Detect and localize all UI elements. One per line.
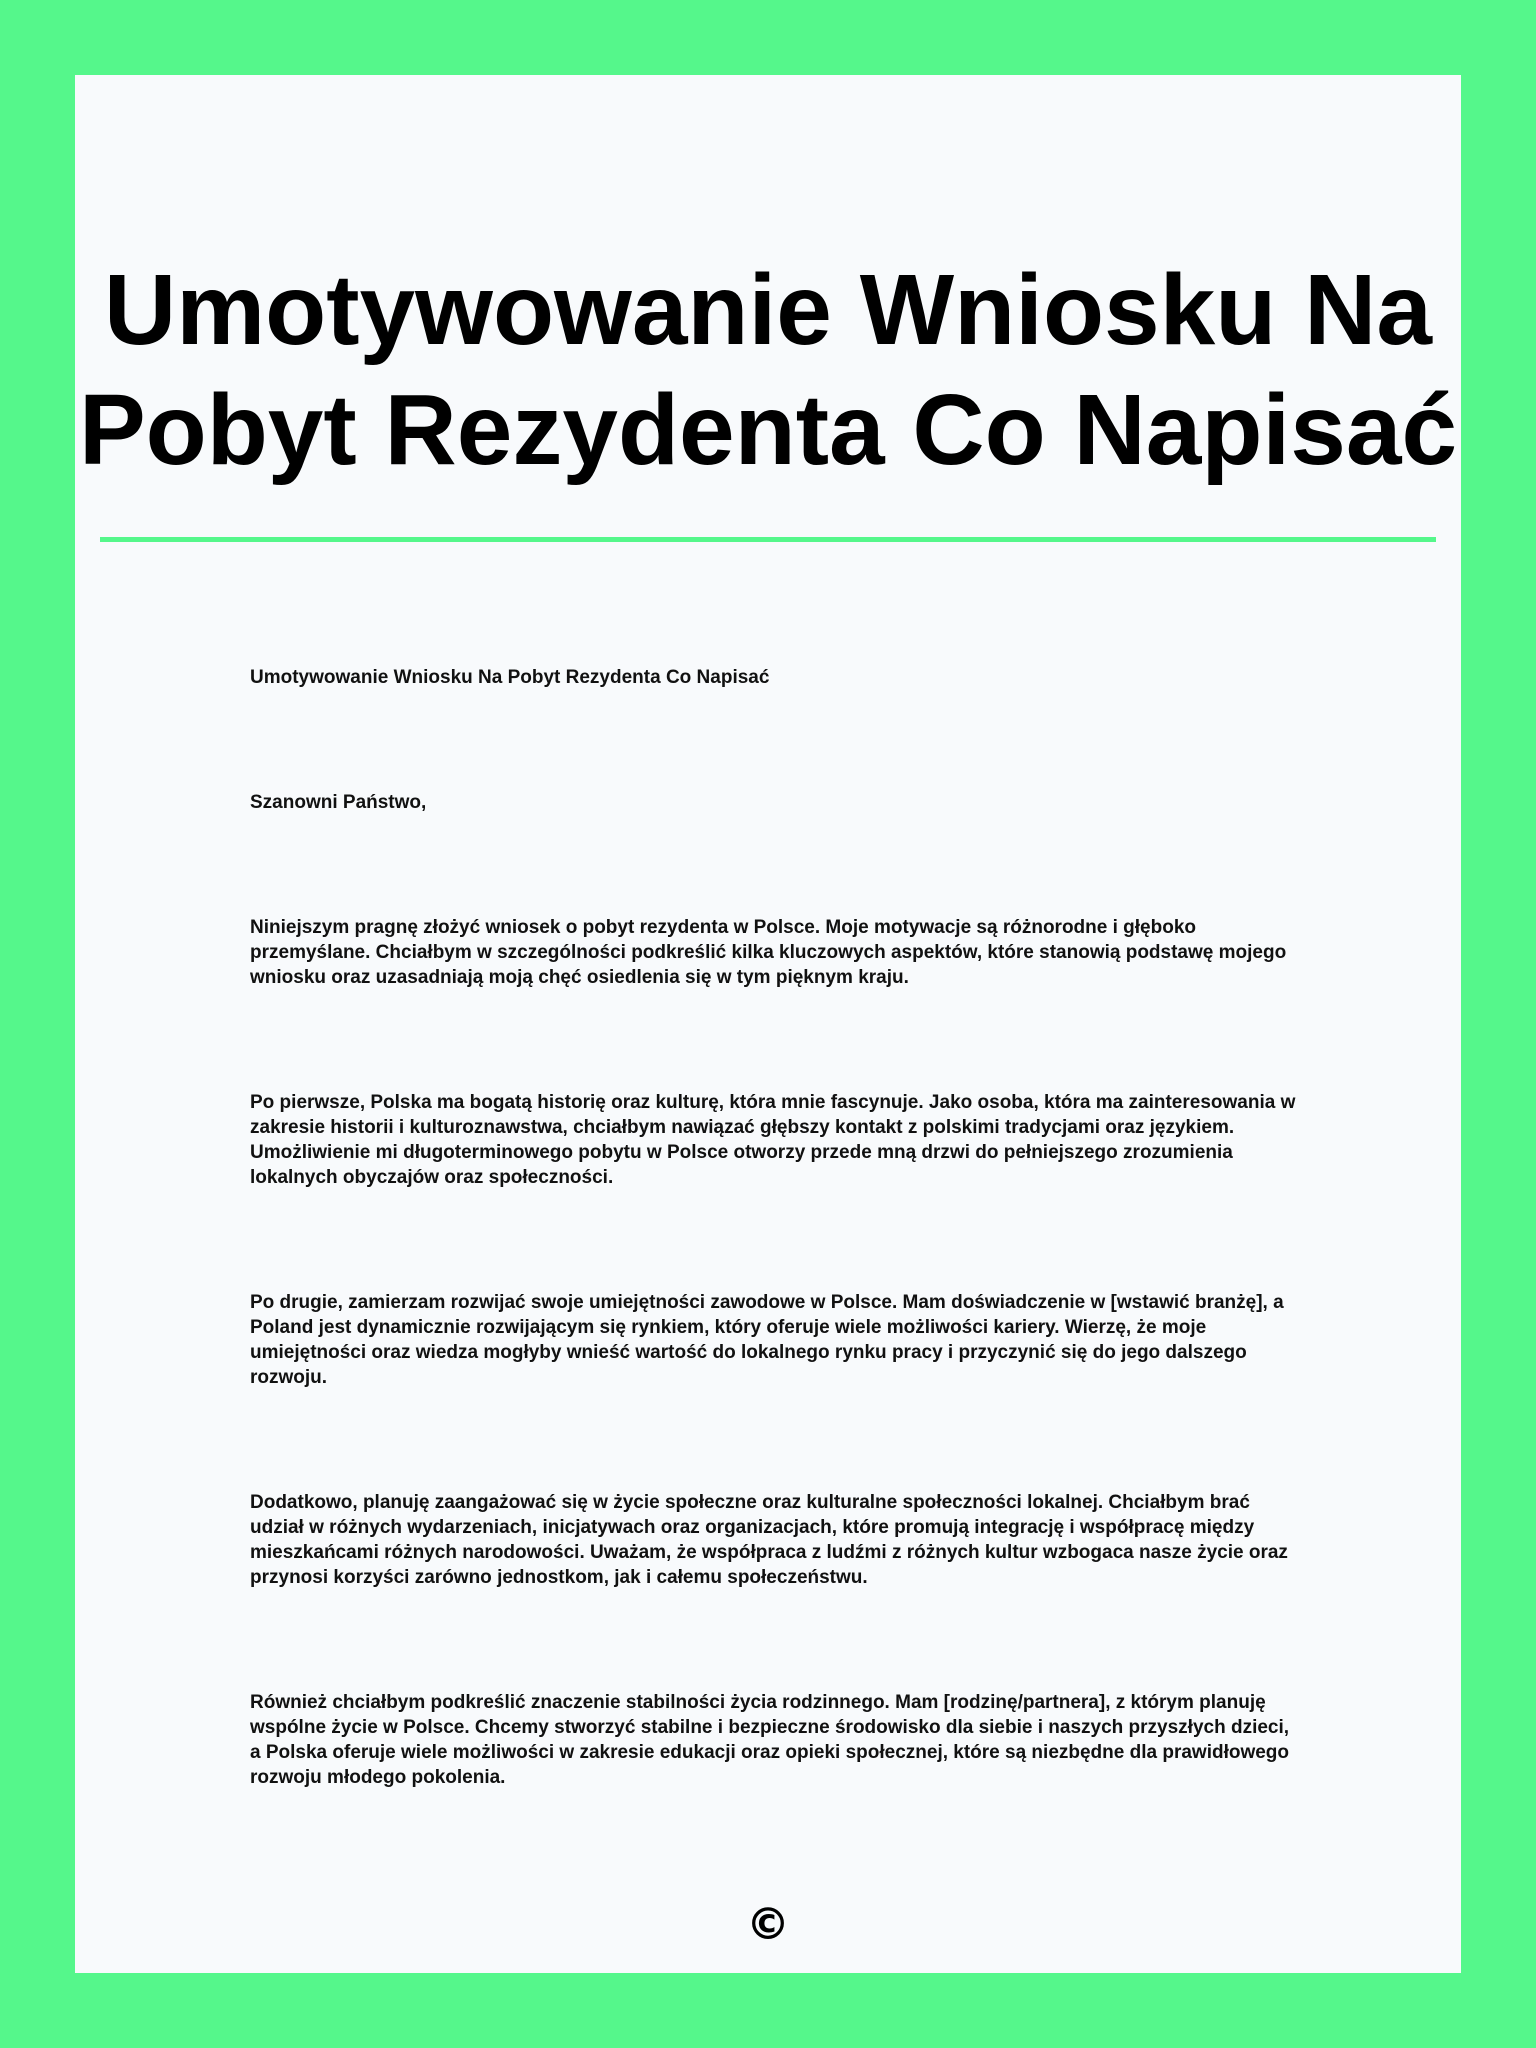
copyright-icon: © — [746, 1899, 790, 1950]
document-page — [75, 75, 1461, 1973]
page-title: Umotywowanie Wniosku Na Pobyt Rezydenta Co Napisać — [78, 254, 1458, 486]
greeting: Szanowni Państwo, — [250, 792, 427, 813]
paragraph-2: Po pierwsze, Polska ma bogatą historię oraz kulturę, która mnie fascynuje. Jako osoba, która ma zainteresowania w zakresie historii i kulturoznawstwa, chciałbym nawiązać głębszy kontakt z polskimi tradycjami oraz językiem. Umożliwienie mi długoterminowego pobytu w Polsce otworzy przede mną drzwi do pełniejszego zrozumienia lokalnych obyczajów oraz społeczności. — [250, 1092, 1296, 1188]
paragraph-3: Po drugie, zamierzam rozwijać swoje umiejętności zawodowe w Polsce. Mam doświadczenie w [wstawić branżę], a Poland jest dynamicznie rozwijającym się rynkiem, który oferuje wiele możliwości kariery. Wierzę, że moje umiejętności oraz wiedza mogłyby wnieść wartość do lokalnego rynku pracy i przyczynić się do jego dalszego rozwoju. — [250, 1292, 1284, 1388]
title-divider — [100, 537, 1436, 542]
paragraph-4: Dodatkowo, planuję zaangażować się w życie społeczne oraz kulturalne społeczności lokalnej. Chciałbym brać udział w różnych wydarzeniach, inicjatywach oraz organizacjach, które promują integrację i współpracę między mieszkańcami różnych narodowości. Uważam, że współpraca z ludźmi z różnych kultur wzbogaca nasze życie oraz przynosi korzyści zarówno jednostkom, jak i całemu społeczeństwu. — [250, 1492, 1288, 1588]
paragraph-1: Niniejszym pragnę złożyć wniosek o pobyt rezydenta w Polsce. Moje motywacje są różnorodne i głęboko przemyślane. Chciałbym w szczególności podkreślić kilka kluczowych aspektów, które stanowią podstawę mojego wniosku oraz uzasadniają moją chęć osiedlenia się w tym pięknym kraju. — [250, 917, 1287, 988]
paragraph-5: Również chciałbym podkreślić znaczenie stabilności życia rodzinnego. Mam [rodzinę/partnera], z którym planuję wspólne życie w Polsce. Chcemy stworzyć stabilne i bezpieczne środowisko dla siebie i naszych przyszłych dzieci, a Polska oferuje wiele możliwości w zakresie edukacji oraz opieki społecznej, które są niezbędne dla prawidłowego rozwoju młodego pokolenia. — [250, 1692, 1290, 1788]
document-heading: Umotywowanie Wniosku Na Pobyt Rezydenta Co Napisać — [250, 667, 770, 688]
